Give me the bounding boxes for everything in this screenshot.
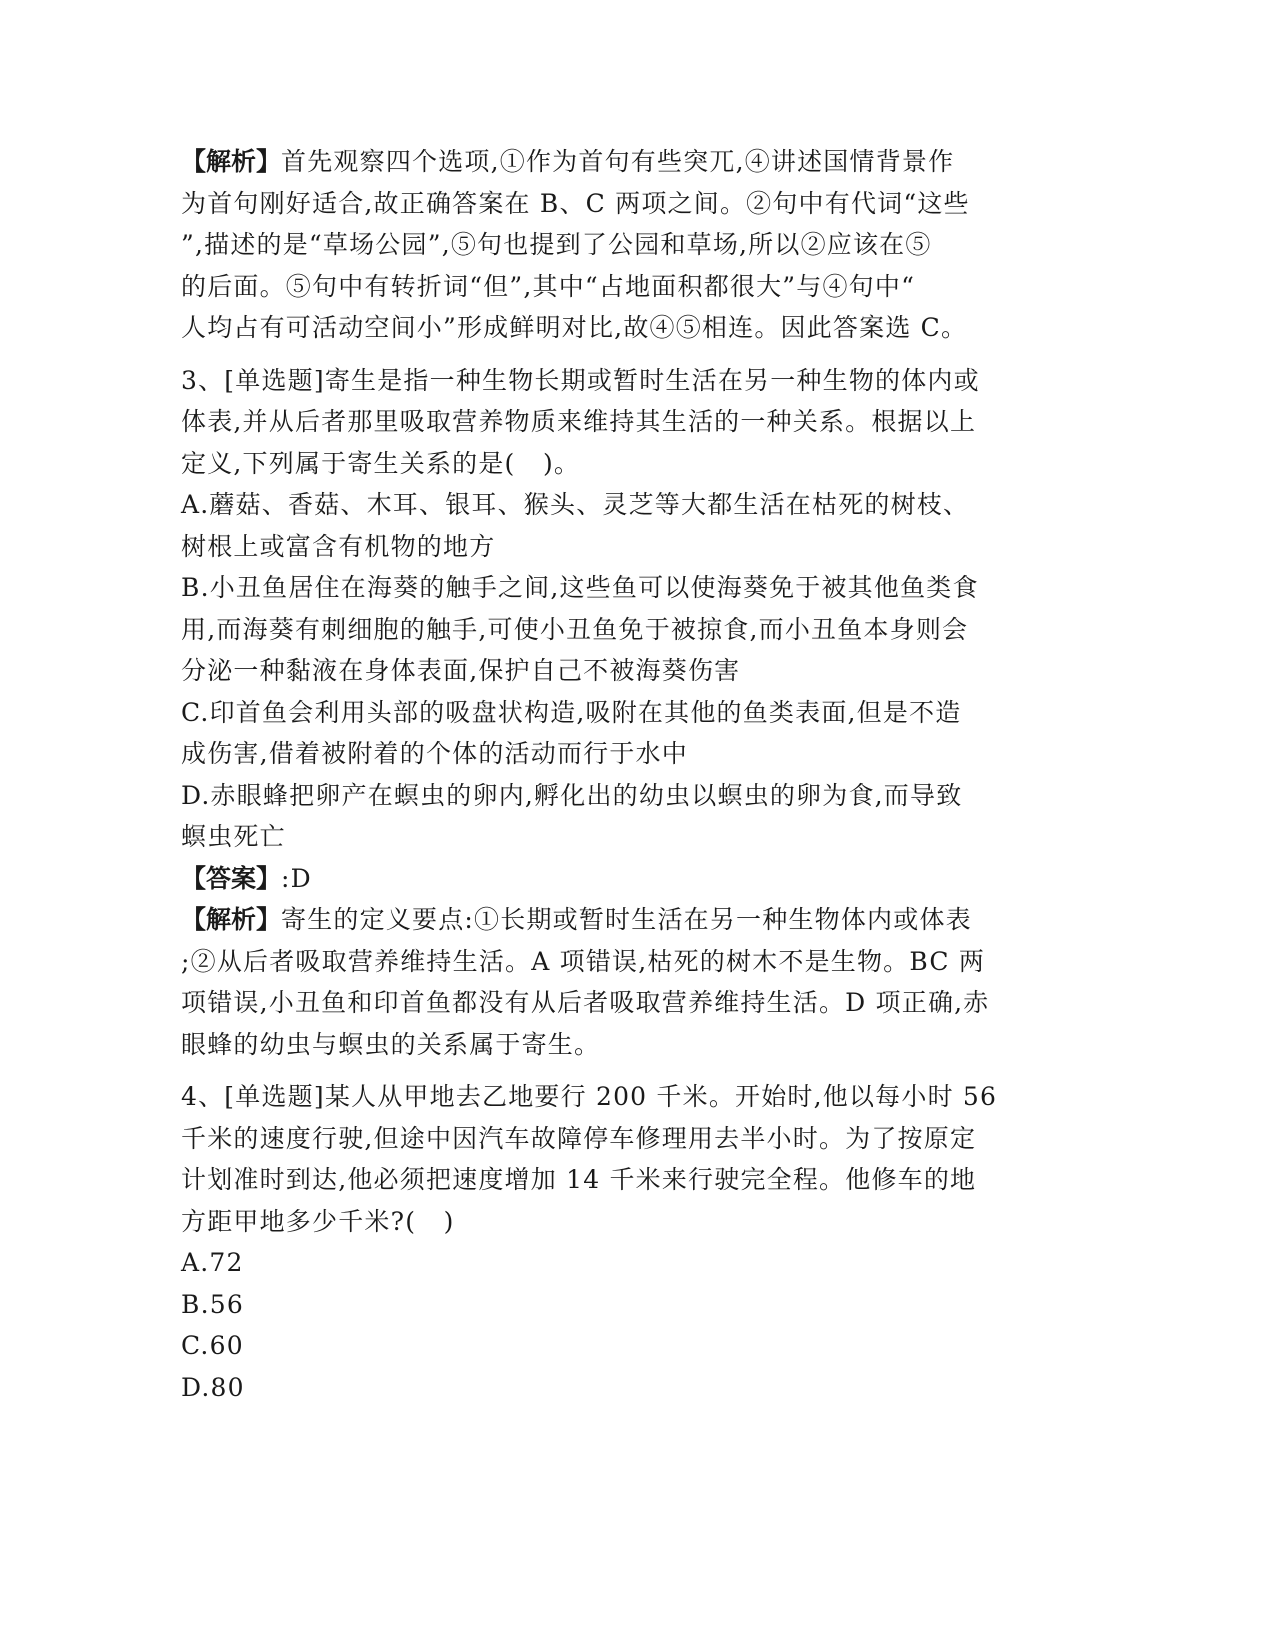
q3-option-b-line: B.小丑鱼居住在海葵的触手之间,这些鱼可以使海葵免于被其他鱼类食 [181,573,979,602]
q3-option-c-line: 成伤害,借着被附着的个体的活动而行于水中 [181,739,688,768]
document-page [181,141,1041,1408]
q4-option-a: A.72 [181,1248,244,1277]
analysis-tag: 【解析】 [181,147,282,176]
q3-analysis-line: 眼蜂的幼虫与螟虫的关系属于寄生。 [181,1029,601,1059]
q3-analysis-line: 【解析】寄生的定义要点:①长期或暂时生活在另一种生物体内或体表 [181,905,972,934]
answer-tag: 【答案】 [181,863,282,893]
q4-stem-line: 千米的速度行驶,但途中因汽车故障停车修理用去半小时。为了按原定 [181,1123,977,1153]
q2-analysis [181,141,1041,349]
q3-analysis-line: ;②从后者吸取营养维持生活。A 项错误,枯死的树木不是生物。BC 两 [181,946,986,976]
q2-analysis-line-1: 【解析】首先观察四个选项,①作为首句有些突兀,④讲述国情背景作 [181,147,955,176]
q3-stem-line: 定义,下列属于寄生关系的是( )。 [181,448,581,478]
q4-option-d: D.80 [181,1372,245,1402]
q3-analysis-line: 项错误,小丑鱼和印首鱼都没有从后者吸取营养维持生活。D 项正确,赤 [181,988,990,1017]
q4-option-b: B.56 [181,1289,244,1319]
q3-option-b-line: 分泌一种黏液在身体表面,保护自己不被海葵伤害 [181,656,741,685]
q4-stem-line: 计划准时到达,他必须把速度增加 14 千米来行驶完全程。他修车的地 [181,1165,977,1194]
q2-analysis-line-3: ”,描述的是“草场公园”,⑤句也提到了公园和草场,所以②应该在⑤ [181,230,932,259]
q3-option-a-line: 树根上或富含有机物的地方 [181,531,496,561]
q2-analysis-line-4: 的后面。⑤句中有转折词“但”,其中“占地面积都很大”与④句中“ [181,271,916,301]
q3-stem-line: 3、[单选题]寄生是指一种生物长期或暂时生活在另一种生物的体内或 [181,365,980,395]
q4-stem-line: 4、[单选题]某人从甲地去乙地要行 200 千米。开始时,他以每小时 56 [181,1082,998,1111]
q2-analysis-line-5: 人均占有可活动空间小”形成鲜明对比,故④⑤相连。因此答案选 C。 [181,313,968,342]
analysis-tag: 【解析】 [181,905,282,934]
question-3 [181,360,1041,1066]
q3-stem-line: 体表,并从后者那里吸取营养物质来维持其生活的一种关系。根据以上 [181,407,977,436]
q3-answer [181,858,1041,900]
q3-option-d-line: 螟虫死亡 [181,822,286,851]
question-4 [181,1076,1041,1408]
q3-option-d-line: D.赤眼蜂把卵产在螟虫的卵内,孵化出的幼虫以螟虫的卵为食,而导致 [181,780,963,810]
q4-stem-line: 方距甲地多少千米?( ) [181,1206,455,1236]
q3-option-a-line: A.蘑菇、香菇、木耳、银耳、猴头、灵芝等大都生活在枯死的树枝、 [181,490,970,519]
q3-option-b-line: 用,而海葵有刺细胞的触手,可使小丑鱼免于被掠食,而小丑鱼本身则会 [181,614,969,644]
q3-option-c-line: C.印首鱼会利用头部的吸盘状构造,吸附在其他的鱼类表面,但是不造 [181,697,962,727]
answer-value: :D [281,863,312,893]
q4-option-c: C.60 [181,1331,244,1360]
q2-analysis-line-2: 为首句刚好适合,故正确答案在 B、C 两项之间。②句中有代词“这些 [181,188,970,218]
